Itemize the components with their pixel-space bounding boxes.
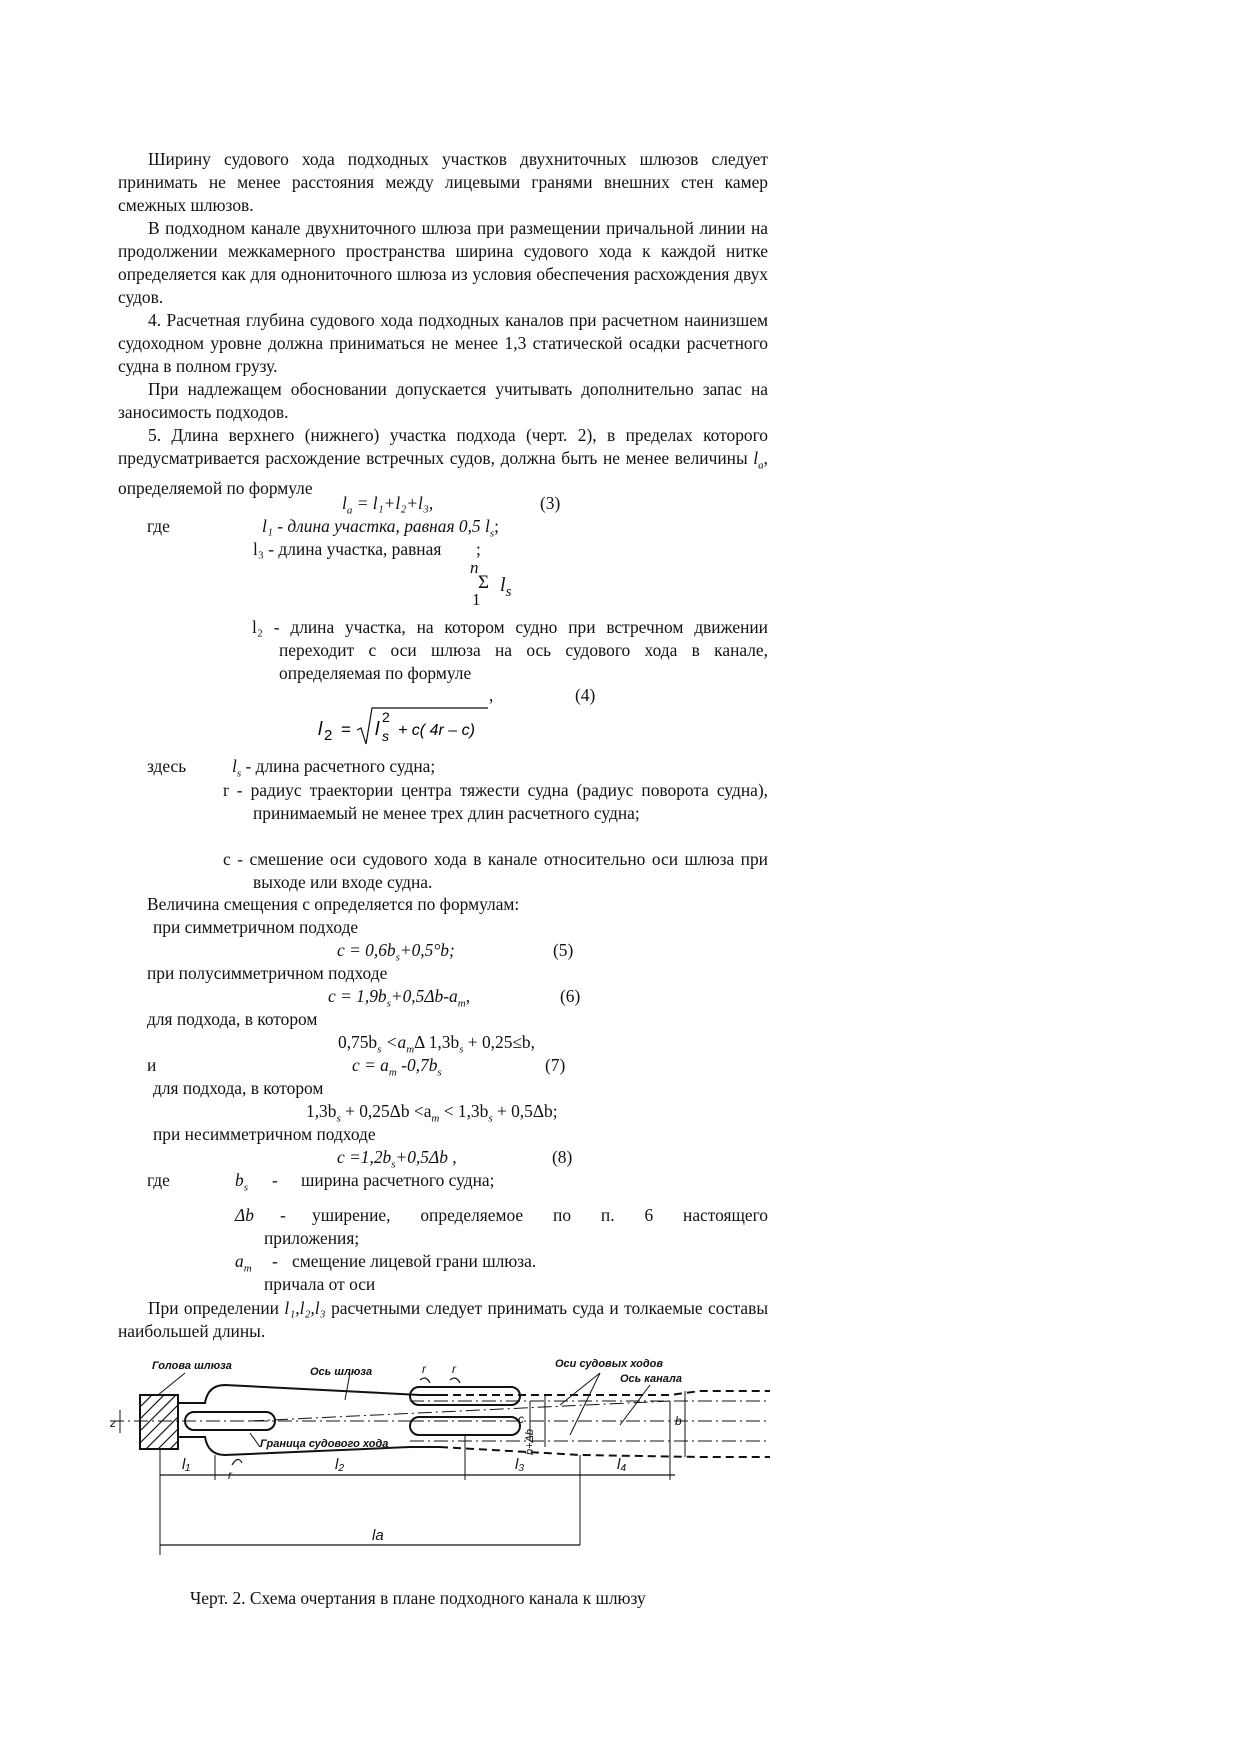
f7-a: c = a bbox=[352, 1055, 389, 1075]
formula-6-number: (6) bbox=[560, 986, 581, 1006]
bs-var bbox=[235, 1170, 248, 1193]
sum-bottom: 1 bbox=[472, 590, 481, 609]
dim-c: c bbox=[518, 1412, 524, 1426]
dim-l2: l₂ bbox=[335, 1456, 345, 1473]
r-definition bbox=[223, 779, 768, 825]
dim-r2: r bbox=[452, 1362, 456, 1376]
for-approach-1: для подхода, в котором bbox=[147, 1009, 318, 1029]
canal-bottom-dashed bbox=[440, 1447, 770, 1457]
where-label-1: где bbox=[147, 516, 170, 536]
f8-rest: +0,5Δb , bbox=[395, 1147, 457, 1167]
formula-3-lhs: l bbox=[342, 493, 347, 513]
l1-definition: l₁ - длина участка, равная 0,5 $l_s$; bbox=[262, 516, 499, 540]
cond2-a: 1,3b bbox=[306, 1101, 337, 1121]
cond1-rest2: Δ 1,3b bbox=[414, 1032, 460, 1052]
cond2-rest2: < 1,3b bbox=[439, 1101, 489, 1121]
formula-4-rad-l: l bbox=[375, 719, 380, 740]
ls-definition bbox=[232, 756, 435, 779]
formula-5 bbox=[337, 940, 455, 963]
label-canal-axis: Ось канала bbox=[620, 1373, 682, 1385]
l3-end: ; bbox=[476, 539, 481, 559]
radius-arc-1 bbox=[420, 1378, 430, 1383]
label-lock-axis: Ось шлюза bbox=[310, 1366, 373, 1378]
l2-definition bbox=[252, 616, 768, 685]
leader-lines bbox=[158, 1373, 650, 1447]
formula-4-rad-sup: 2 bbox=[382, 709, 390, 725]
am-text-2: причала от оси bbox=[264, 1274, 376, 1294]
condition-2 bbox=[306, 1101, 558, 1124]
l3-text: l₃ - длина участка, равная bbox=[253, 539, 442, 559]
f6-rest: +0,5Δb-a bbox=[390, 986, 458, 1006]
label-lock-head: Голова шлюза bbox=[152, 1360, 232, 1372]
final-paragraph-text bbox=[118, 1297, 768, 1343]
sum-top: n bbox=[470, 558, 479, 577]
cond2-sub: s bbox=[336, 1112, 341, 1125]
paragraph-5-text: 5. Длина верхнего (нижнего) участка подхода (черт. 2), в пределах которого предусматривается расхождение встречных судов, должна быть не менее величины bbox=[118, 425, 768, 468]
final-paragraph bbox=[118, 1297, 768, 1343]
f5-rest: +0,5°b; bbox=[399, 940, 455, 960]
formula-7-number: (7) bbox=[545, 1055, 566, 1075]
cond1-rest: <a bbox=[381, 1032, 407, 1052]
and-label: и bbox=[147, 1055, 157, 1075]
c-definition bbox=[223, 848, 768, 894]
label-ship-axes: Оси судовых ходов bbox=[555, 1358, 663, 1370]
asymmetric-label: при несимметричном подходе bbox=[153, 1124, 376, 1144]
f5-sub: s bbox=[395, 951, 400, 964]
cond1-rest3: + 0,25≤b, bbox=[463, 1032, 535, 1052]
cond2-rest: + 0,25Δb <a bbox=[340, 1101, 432, 1121]
formula-6 bbox=[328, 986, 470, 1009]
final-vars: l₁,l₂,l₃ bbox=[284, 1298, 326, 1318]
radius-arc-3 bbox=[232, 1459, 242, 1465]
for-approach-2: для подхода, в котором bbox=[153, 1078, 324, 1098]
canal-top-edge bbox=[178, 1385, 440, 1403]
figure-drawing bbox=[110, 1355, 770, 1570]
cond1-sub3: s bbox=[459, 1043, 464, 1056]
sum-symbol: Σ bbox=[478, 572, 490, 593]
f5-a: c = 0,6b bbox=[337, 940, 396, 960]
f6-sub2: m bbox=[457, 997, 466, 1010]
dimension-lines bbox=[160, 1475, 675, 1545]
paragraph-4: При надлежащем обосновании допускается учитывать дополнительно запас на заносимость подходов. bbox=[118, 379, 768, 422]
radius-arc-2 bbox=[450, 1378, 460, 1383]
bs-sub: s bbox=[243, 1181, 248, 1194]
paragraph-5-end: , определяемой по формуле bbox=[118, 448, 768, 499]
dim-b: b bbox=[675, 1414, 682, 1428]
canal-top-dashed bbox=[440, 1391, 770, 1395]
f7-rest: -0,7b bbox=[396, 1055, 438, 1075]
formula-8 bbox=[337, 1147, 457, 1170]
dim-la: la bbox=[372, 1527, 384, 1544]
berth-lower bbox=[410, 1417, 520, 1435]
where-label-3: где bbox=[147, 1170, 170, 1190]
f6-end: , bbox=[465, 986, 471, 1006]
am-text: смещение лицевой грани шлюза. bbox=[292, 1251, 537, 1271]
condition-1 bbox=[338, 1032, 535, 1055]
r-text: r - радиус траектории центра тяжести судна (радиус поворота судна), принимаемый не менее трех длин расчетного судна; bbox=[223, 780, 768, 823]
formula-4-rad-sub: s bbox=[382, 728, 389, 744]
formula-5-number: (5) bbox=[553, 940, 574, 960]
formula-4-number: (4) bbox=[575, 685, 596, 705]
am-dash: - bbox=[272, 1251, 278, 1271]
bs-letter: b bbox=[235, 1170, 244, 1190]
formula-4-graphic bbox=[310, 700, 500, 750]
dim-b-db: b+Δb bbox=[524, 1428, 536, 1455]
paragraph-3: 4. Расчетная глубина судового хода подходных каналов при расчетном наинизшем судоходном уровне должна приниматься не менее 1,3 статической осадки расчетного судна в полном грузу. bbox=[118, 310, 768, 376]
sum-var-sub: s bbox=[505, 584, 512, 600]
dim-l3: l₃ bbox=[515, 1456, 525, 1473]
formula-3: $l_a = l_1+l_2+l_3$, bbox=[342, 493, 434, 517]
am-letter: a bbox=[235, 1251, 244, 1271]
cond1-a: 0,75b bbox=[338, 1032, 378, 1052]
shift-intro: Величина смещения c определяется по формулам: bbox=[147, 894, 520, 914]
figure-caption: Черт. 2. Схема очертания в плане подходного канала к шлюзу bbox=[190, 1588, 646, 1608]
f7-sub: m bbox=[388, 1066, 397, 1079]
cond1-sub: s bbox=[377, 1043, 382, 1056]
l2-text: l₂ - длина участка, на котором судно при встречном движении переходит с оси шлюза на ось судового хода в канале, определяемая по формуле bbox=[252, 617, 768, 683]
formula-4-comma: , bbox=[489, 685, 494, 705]
f6-sub: s bbox=[386, 997, 391, 1010]
var-sub-a: a bbox=[758, 459, 764, 472]
ls-text: - длина расчетного судна; bbox=[241, 756, 436, 776]
db-var: Δb bbox=[235, 1205, 254, 1225]
lock-head-hatching bbox=[140, 1395, 178, 1449]
db-text-line1: уширение, определяемое по п. 6 настоящего bbox=[312, 1205, 768, 1225]
formula-4-lhs-sub: 2 bbox=[324, 727, 333, 744]
ls-sub: s bbox=[236, 767, 242, 780]
db-text-line2: приложения; bbox=[264, 1228, 360, 1248]
paragraph-2: В подходном канале двухниточного шлюза при размещении причальной линии на продолжении межкамерного пространства ширина судового хода к каждой нитке определяется как для однониточного шлюза из условия обеспечения расхождения двух судов. bbox=[118, 218, 768, 307]
formula-4-lhs: l bbox=[318, 719, 323, 740]
formula-7 bbox=[352, 1055, 442, 1078]
formula-8-number: (8) bbox=[552, 1147, 573, 1167]
sum-var-l: l bbox=[500, 574, 506, 596]
f8-a: c =1,2b bbox=[337, 1147, 392, 1167]
ls-var: l bbox=[232, 756, 237, 776]
final-b: расчетными следует принимать суда и толкаемые составы наибольшей длины. bbox=[118, 1298, 769, 1341]
formula-3-number: (3) bbox=[540, 493, 561, 513]
dim-r1: r bbox=[422, 1362, 426, 1376]
sum-var bbox=[500, 574, 511, 601]
l3-definition bbox=[253, 539, 441, 560]
l1-text: l₁ - длина участка, равная 0,5 l bbox=[262, 516, 490, 536]
cond2-sub2: m bbox=[431, 1112, 440, 1125]
extension-lines bbox=[160, 1401, 670, 1555]
text-block bbox=[118, 148, 768, 500]
formula-3-rhs: = l₁+l₂+l₃, bbox=[352, 493, 434, 513]
c-text: c - смешение оси судового хода в канале относительно оси шлюза при выходе или входе судна. bbox=[223, 849, 768, 892]
cond1-sub2: m bbox=[406, 1043, 415, 1056]
label-boundary: Граница судового хода bbox=[260, 1438, 389, 1450]
cond2-sub3: s bbox=[488, 1112, 493, 1125]
symmetric-label: при симметричном подходе bbox=[153, 917, 359, 937]
final-a: При определении bbox=[148, 1298, 285, 1318]
cond2-rest3: + 0,5Δb; bbox=[492, 1101, 558, 1121]
semi-symmetric-label: при полусимметричном подходе bbox=[147, 963, 388, 983]
f7-sub2: s bbox=[437, 1066, 442, 1079]
formula-4-eq: = bbox=[341, 720, 351, 739]
f6-a: c = 1,9b bbox=[328, 986, 387, 1006]
dim-l4: l₄ bbox=[617, 1456, 627, 1473]
f8-sub: s bbox=[391, 1158, 396, 1171]
var-l: l bbox=[753, 448, 759, 468]
bs-dash: - bbox=[272, 1170, 278, 1190]
where-label-2: здесь bbox=[147, 756, 187, 776]
am-sub: m bbox=[243, 1262, 252, 1275]
am-var bbox=[235, 1251, 252, 1274]
formula-4-rad-rest: + c( 4r – c) bbox=[398, 722, 475, 739]
dim-l1: l₁ bbox=[182, 1456, 191, 1473]
l1-end: ; bbox=[494, 516, 499, 536]
bs-text: ширина расчетного судна; bbox=[301, 1170, 495, 1190]
db-dash: - bbox=[280, 1205, 286, 1225]
paragraph-1: Ширину судового хода подходных участков двухниточных шлюзов следует принимать не менее расстояния между лицевыми гранями внешних стен камер смежных шлюзов. bbox=[118, 149, 768, 215]
dim-r3: r bbox=[228, 1468, 232, 1482]
paragraph-5 bbox=[118, 424, 768, 500]
dim-z: z bbox=[110, 1416, 116, 1430]
